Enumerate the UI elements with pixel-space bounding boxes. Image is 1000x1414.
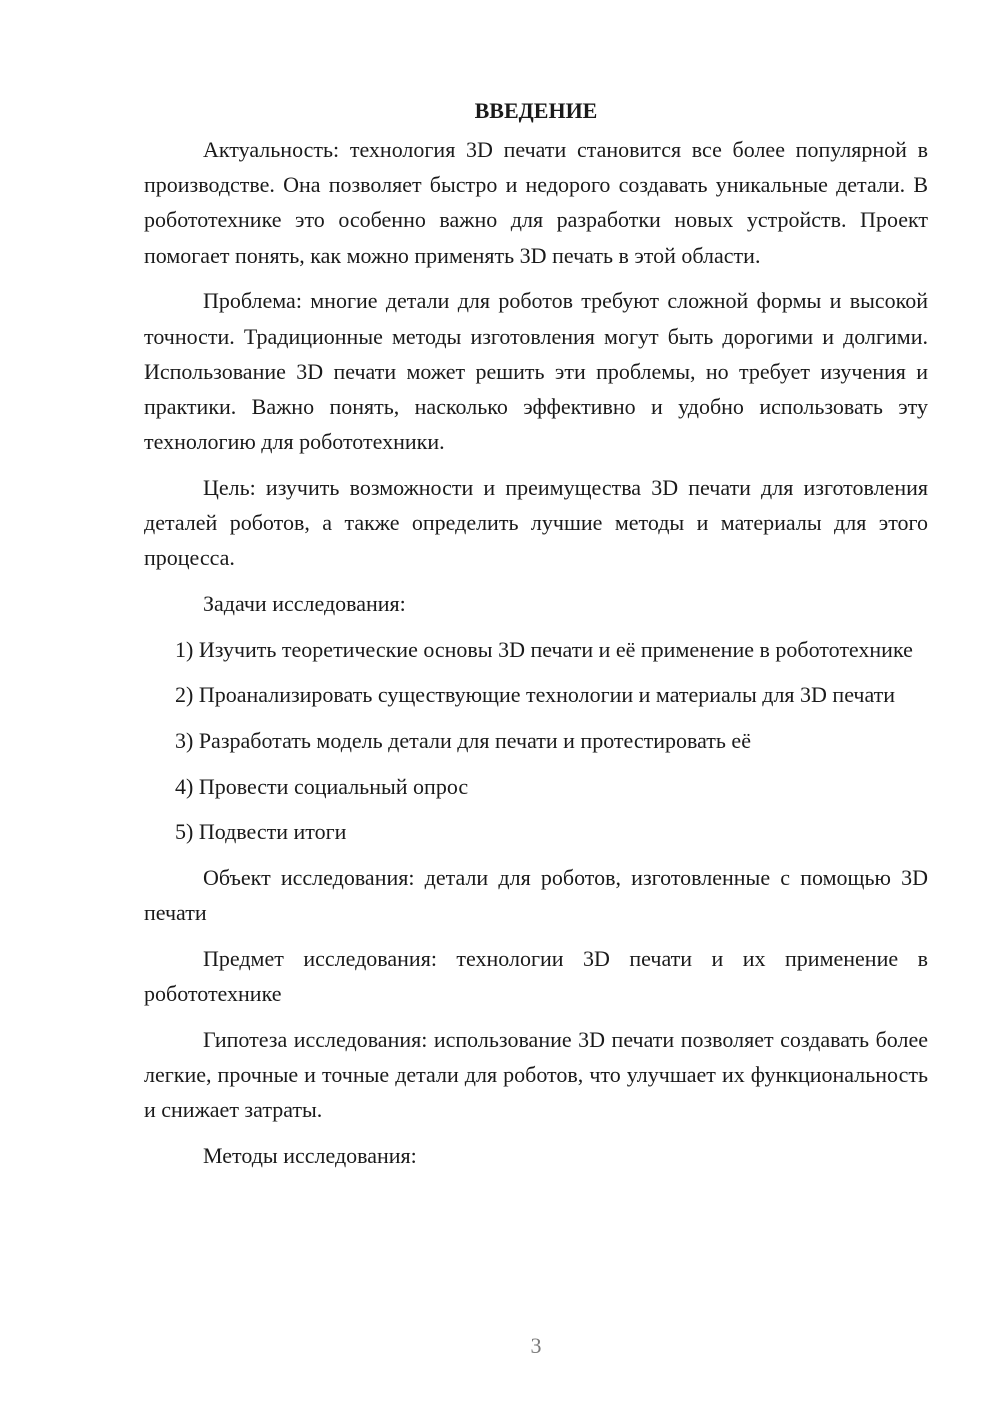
methods-heading: Методы исследования: <box>203 1143 417 1169</box>
page-title: ВВЕДЕНИЕ <box>474 98 598 123</box>
page-content <box>144 93 928 1184</box>
task-item-3: 3) Разработать модель детали для печати и протестировать её <box>175 728 751 754</box>
task-item-1: 1) Изучить теоретические основы 3D печати и её применение в робототехнике <box>175 636 913 662</box>
paragraph-problem: Проблема: многие детали для роботов требуют сложной формы и высокой точности. Традиционные методы изготовления могут быть дорогими и долгими. Использование 3D печати может решить эти проблемы, но требует изучения и практики. Важно понять, насколько эффективно и удобно использовать эту технологию для робототехники. <box>144 288 928 455</box>
page-number: 3 <box>530 1333 542 1358</box>
task-item-4: 4) Провести социальный опрос <box>175 773 469 799</box>
paragraph-hypothesis: Гипотеза исследования: использование 3D печати позволяет создавать более легкие, прочные и точные детали для роботов, что улучшает их функциональность и снижает затраты. <box>144 1026 928 1123</box>
tasks-heading: Задачи исследования: <box>203 590 406 616</box>
paragraph-subject: Предмет исследования: технологии 3D печати и их применение в робототехнике <box>144 946 928 1007</box>
task-item-5: 5) Подвести итоги <box>175 819 347 845</box>
task-item-2: 2) Проанализировать существующие технологии и материалы для 3D печати <box>175 682 896 708</box>
paragraph-object: Объект исследования: детали для роботов, изготовленные с помощью 3D печати <box>144 865 928 926</box>
paragraph-relevance: Актуальность: технология 3D печати становится все более популярной в производстве. Она позволяет быстро и недорого создавать уникальные детали. В робототехнике это особенно важно для разработки новых устройств. Проект помогает понять, как можно применять 3D печать в этой области. <box>144 137 928 268</box>
paragraph-goal: Цель: изучить возможности и преимущества 3D печати для изготовления деталей роботов, а также определить лучшие методы и материалы для этого процесса. <box>144 474 928 571</box>
